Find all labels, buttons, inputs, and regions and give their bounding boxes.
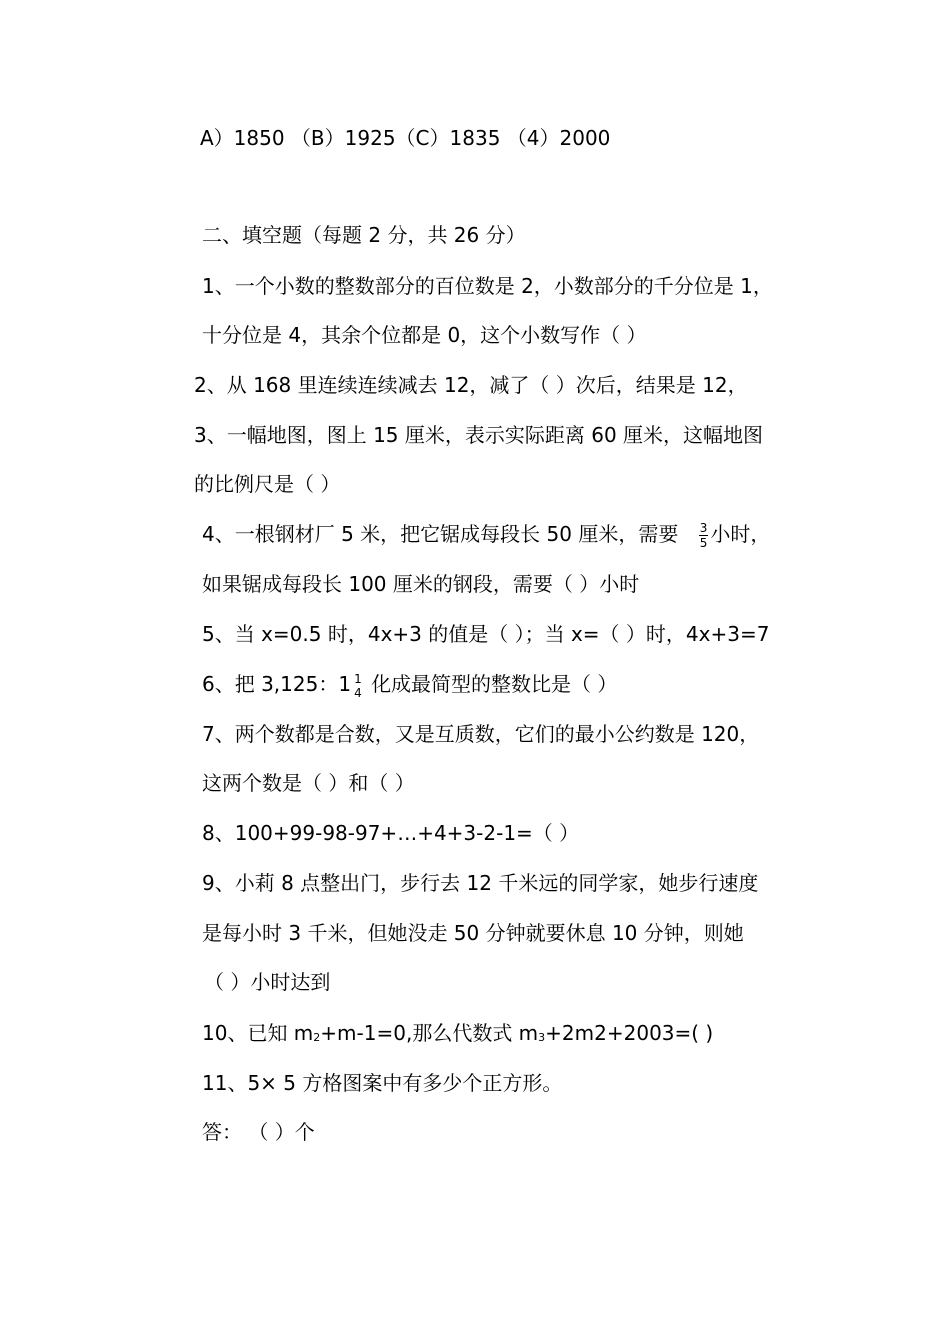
question-3-line-2: 的比例尺是（ ） <box>194 472 341 496</box>
fraction-numerator: 1 <box>354 671 362 686</box>
fraction-three-fifths <box>699 521 709 550</box>
question-10-text-c: +2m2+2003=( ) <box>545 1021 714 1045</box>
question-4-text-a: 4、一根钢材厂 5 米，把它锯成每段长 50 厘米，需要 <box>202 522 679 546</box>
fraction-denominator: 5 <box>699 536 708 550</box>
question-9-line-1: 9、小莉 8 点整出门，步行去 12 千米远的同学家，她步行速度 <box>202 871 759 895</box>
fraction-denominator: 4 <box>354 685 362 700</box>
subscript-2: 2 <box>313 1031 321 1044</box>
question-4-line-1 <box>202 520 770 548</box>
fraction-numerator: 3 <box>699 521 708 535</box>
question-9-line-2: 是每小时 3 千米，但她没走 50 分钟就要休息 10 分钟，则她 <box>202 921 744 945</box>
question-6 <box>202 670 617 698</box>
question-10-text-a: 10、已知 m <box>202 1021 314 1045</box>
question-4-text-b: 小时， <box>710 522 771 546</box>
question-6-text-a: 6、把 3,125：1 <box>202 672 352 696</box>
question-1-line-2: 十分位是 4，其余个位都是 0，这个小数写作（ ） <box>202 323 647 347</box>
question-10-text-b: +m-1=0,那么代数式 m <box>320 1021 539 1045</box>
question-1-line-1: 1、一个小数的整数部分的百位数是 2，小数部分的千分位是 1， <box>202 274 773 298</box>
answer-line: 答： （ ）个 <box>202 1120 315 1144</box>
question-5: 5、当 x=0.5 时，4x+3 的值是（ ）；当 x=（ ）时，4x+3=7 <box>202 622 770 646</box>
question-11: 11、5× 5 方格图案中有多少个正方形。 <box>202 1071 563 1095</box>
question-9-line-3: （ ）小时达到 <box>204 970 331 994</box>
options-line: A）1850 （B）1925（C）1835 （4）2000 <box>200 126 611 150</box>
question-8: 8、100+99-98-97+…+4+3-2-1=（ ） <box>202 821 580 845</box>
section-title: 二、填空题（每题 2 分，共 26 分） <box>202 223 526 247</box>
question-7-line-2: 这两个数是（ ）和（ ） <box>202 771 415 795</box>
question-10 <box>202 1019 713 1047</box>
fraction-one-quarter <box>353 672 363 700</box>
question-3-line-1: 3、一幅地图，图上 15 厘米，表示实际距离 60 厘米，这幅地图 <box>194 423 764 447</box>
subscript-3: 3 <box>538 1031 546 1044</box>
question-2: 2、从 168 里连续连续减去 12，减了（ ）次后，结果是 12， <box>194 373 748 397</box>
question-7-line-1: 7、两个数都是合数，又是互质数，它们的最小公约数是 120， <box>202 722 760 746</box>
question-6-text-b: 化成最简型的整数比是（ ） <box>371 672 618 696</box>
question-4-line-2: 如果锯成每段长 100 厘米的钢段，需要（ ）小时 <box>202 572 640 596</box>
